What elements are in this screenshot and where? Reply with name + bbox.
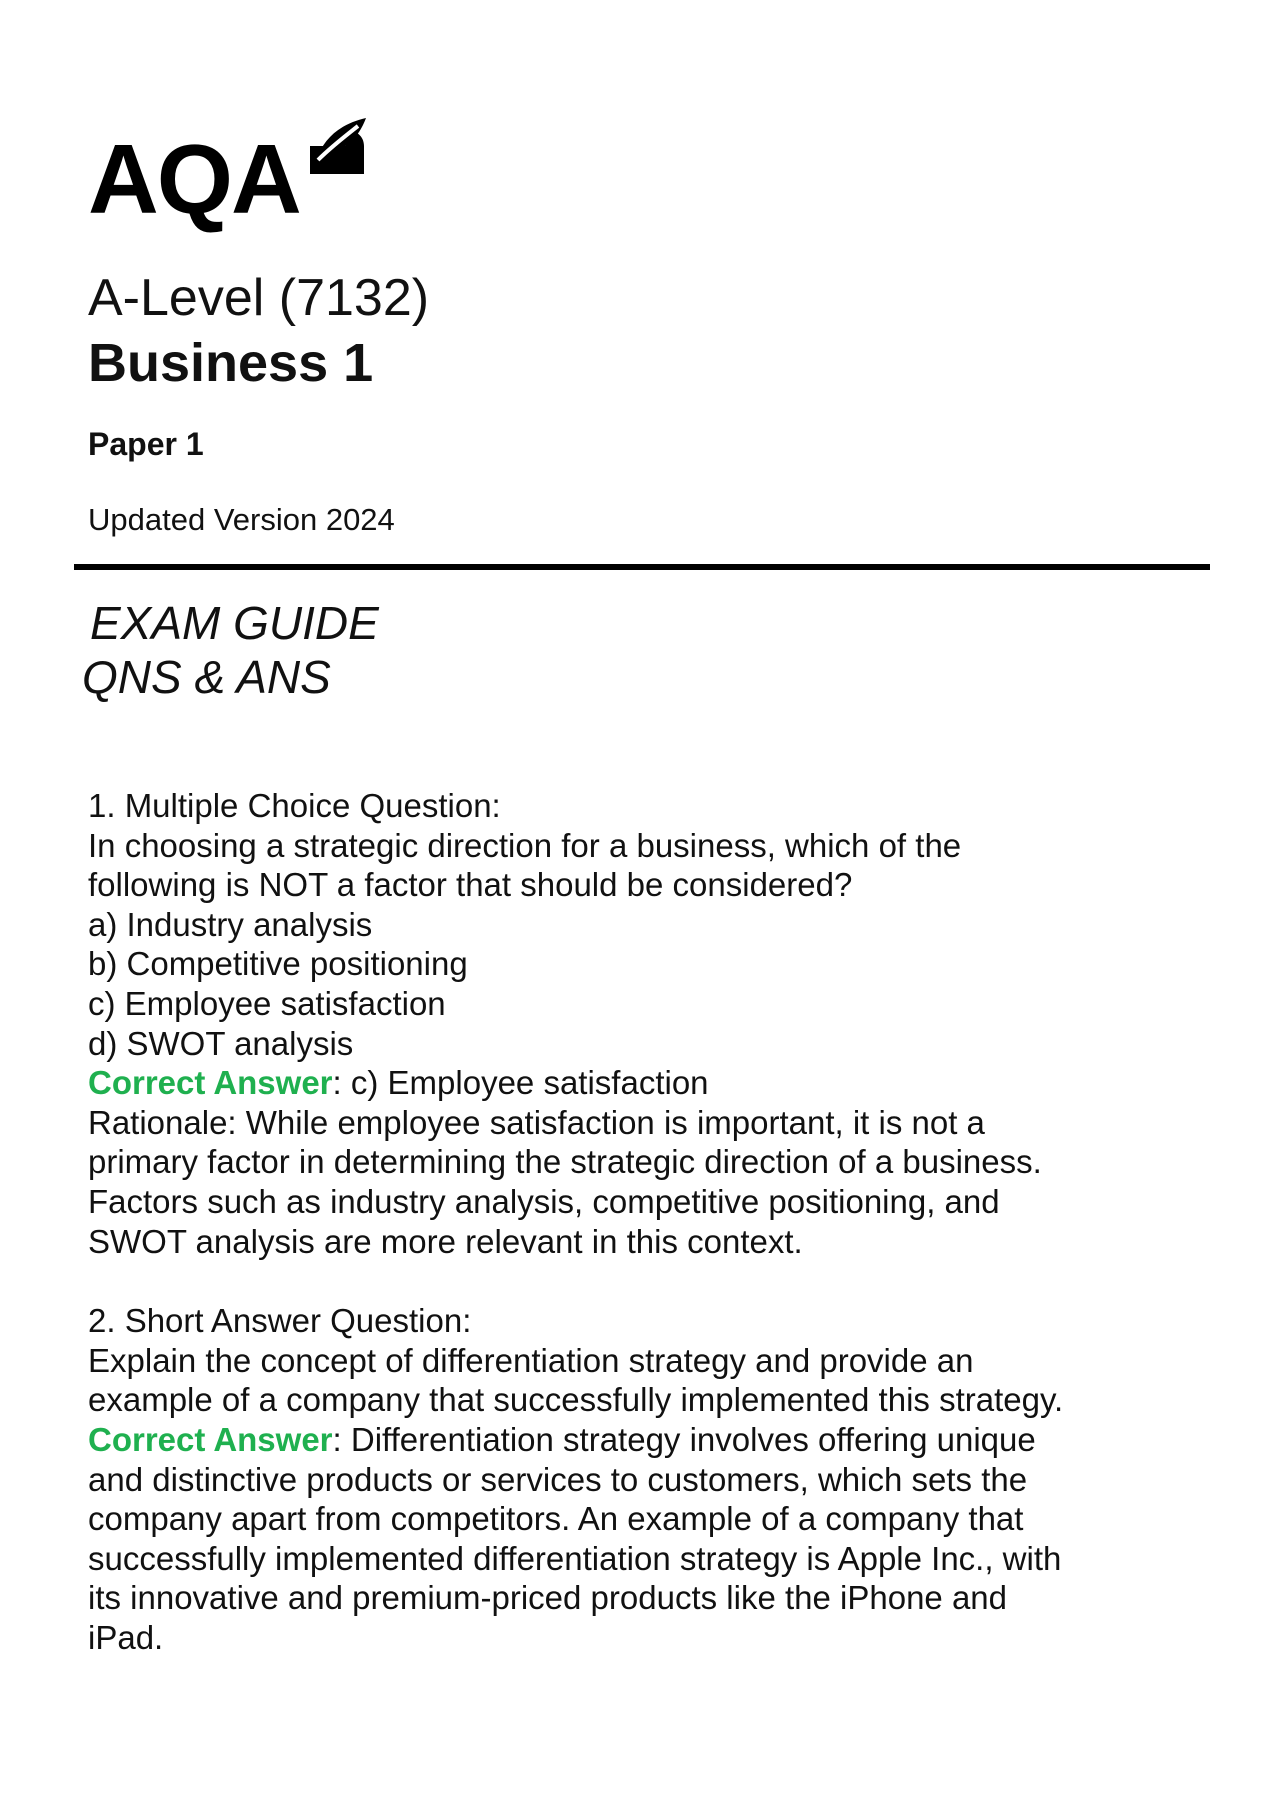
question-heading: 1. Multiple Choice Question: <box>88 787 501 824</box>
horizontal-rule <box>74 564 1210 570</box>
question-prompt: In choosing a strategic direction for a business, which of the following is NOT a factor that should be considered? <box>88 826 962 904</box>
leaf-logo-icon <box>306 116 368 174</box>
question-prompt: Explain the concept of differentiation strategy and provide an example of a company that successfully implemented this strategy. <box>88 1341 1064 1419</box>
subject-title: Business 1 <box>88 333 374 393</box>
correct-answer-line <box>88 1420 1088 1658</box>
option-item: b) Competitive positioning <box>88 945 468 983</box>
rationale-text: Rationale: While employee satisfaction is important, it is not a primary factor in determining the strategic direction of a business. Factors such as industry analysis, competitive positioning, and SWOT analysis are more relevant in this context. <box>88 1103 1042 1260</box>
correct-answer-label: Correct Answer <box>88 1064 333 1102</box>
question-block <box>88 1301 1088 1657</box>
exam-guide-heading: EXAM GUIDE <box>90 597 379 649</box>
aqa-logo <box>88 112 368 234</box>
question-heading: 2. Short Answer Question: <box>88 1302 472 1340</box>
paper-number: Paper 1 <box>88 426 204 462</box>
version-label: Updated Version 2024 <box>88 502 395 537</box>
logo-text: AQA <box>88 124 300 234</box>
option-item: a) Industry analysis <box>88 905 373 943</box>
correct-answer-text: : Differentiation strategy involves offering unique and distinctive products or services to customers, which sets the company apart from competitors. An example of a company that successfully implemented differentiation strategy is Apple Inc., with its innovative and premium-priced products like the iPhone and iPad. <box>88 1420 1062 1656</box>
option-item: d) SWOT analysis <box>88 1024 354 1062</box>
qns-ans-heading: QNS & ANS <box>82 651 331 703</box>
correct-answer-text: : c) Employee satisfaction <box>332 1064 709 1102</box>
question-block <box>88 786 1088 1261</box>
correct-answer-line <box>88 1063 1088 1103</box>
correct-answer-label: Correct Answer <box>88 1420 333 1458</box>
option-item: c) Employee satisfaction <box>88 984 446 1022</box>
spacer <box>88 1261 1088 1301</box>
questions-body <box>88 786 1088 1657</box>
qualification-level: A-Level (7132) <box>88 269 430 327</box>
